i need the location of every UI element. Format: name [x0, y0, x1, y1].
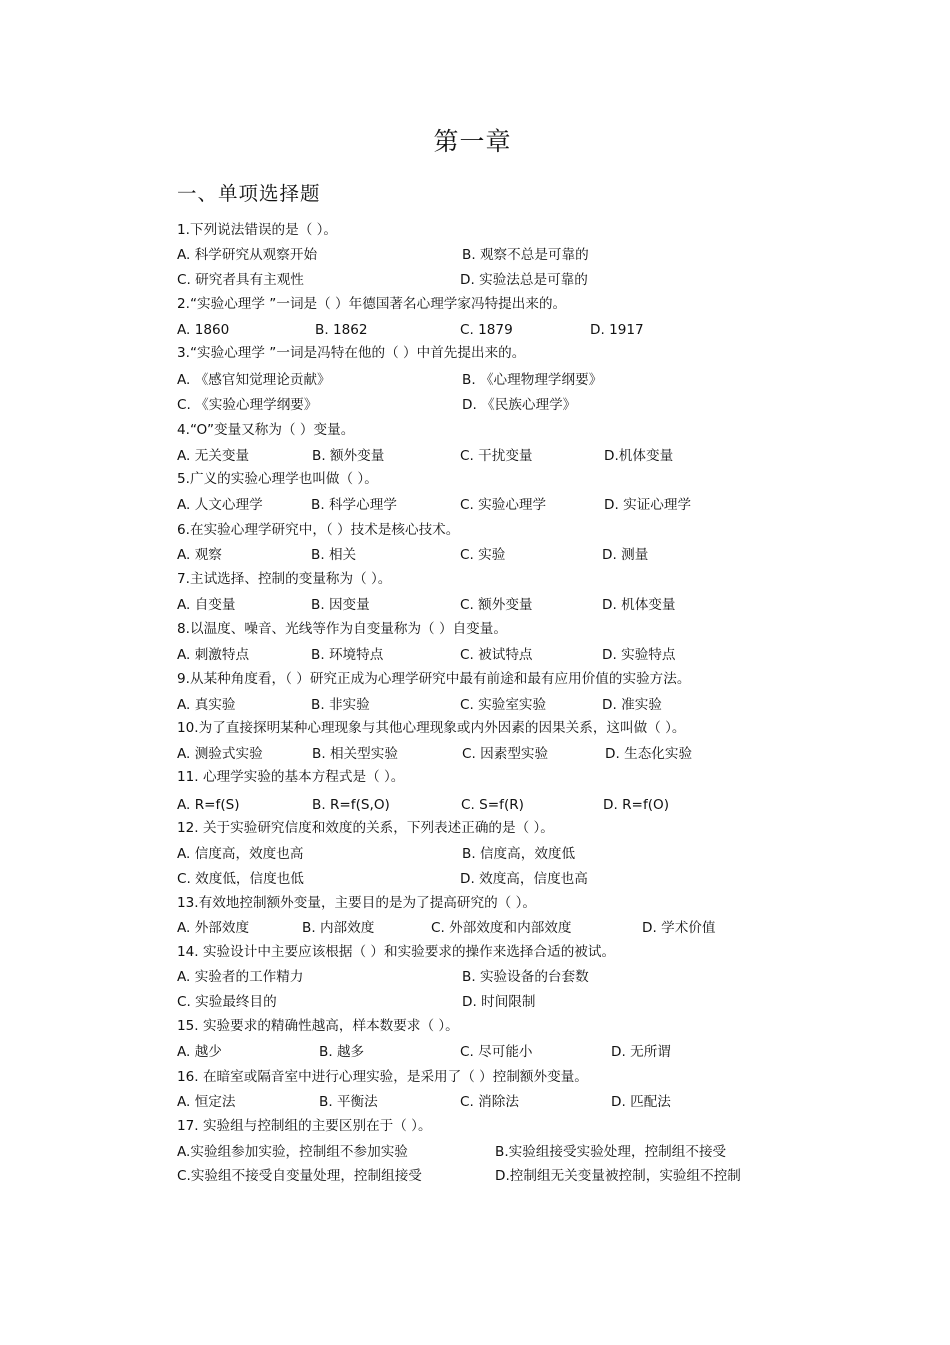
option-c: C. 实验: [460, 547, 506, 563]
option-b: B. 非实验: [311, 697, 370, 713]
option-c: C. 因素型实验: [462, 746, 549, 762]
option-b: B.实验组接受实验处理，控制组不接受: [495, 1144, 727, 1160]
question-stem: 15. 实验要求的精确性越高，样本数要求（ ）。: [177, 1018, 459, 1034]
option-d: D. 测量: [602, 547, 649, 563]
option-c: C.实验组不接受自变量处理，控制组接受: [177, 1168, 422, 1184]
option-b: B. 因变量: [311, 597, 370, 613]
option-a: A. 自变量: [177, 597, 236, 613]
question-stem: 3.“实验心理学 ”一词是冯特在他的（ ）中首先提出来的。: [177, 345, 526, 361]
option-d: D. 机体变量: [602, 597, 676, 613]
option-c: C. 《实验心理学纲要》: [177, 397, 318, 413]
option-d: D. 效度高，信度也高: [460, 871, 588, 887]
option-d: D. 《民族心理学》: [462, 397, 577, 413]
option-b: B. 越多: [319, 1044, 365, 1060]
option-d: D. 实验法总是可靠的: [460, 272, 588, 288]
option-b: B. 内部效度: [302, 920, 375, 936]
option-c: C. 被试特点: [460, 647, 533, 663]
option-b: B. 信度高，效度低: [462, 846, 576, 862]
option-c: C. 外部效度和内部效度: [431, 920, 572, 936]
option-a: A. 《感官知觉理论贡献》: [177, 372, 331, 388]
option-b: B. 1862: [315, 322, 368, 338]
option-d: D. 实证心理学: [604, 497, 692, 513]
option-d: D. 实验特点: [602, 647, 676, 663]
option-b: B. R=f(S,O): [312, 797, 390, 813]
question-stem: 11. 心理学实验的基本方程式是（ ）。: [177, 769, 405, 785]
question-stem: 16. 在暗室或隔音室中进行心理实验，是采用了（ ）控制额外变量。: [177, 1069, 588, 1085]
option-b: B. 额外变量: [312, 448, 385, 464]
question-stem: 2.“实验心理学 ”一词是（ ）年德国著名心理学家冯特提出来的。: [177, 296, 567, 312]
option-c: C. 干扰变量: [460, 448, 533, 464]
option-a: A. 1860: [177, 322, 230, 338]
question-stem: 17. 实验组与控制组的主要区别在于（ ）。: [177, 1118, 432, 1134]
option-d: D. R=f(O): [603, 797, 670, 813]
option-a: A. 人文心理学: [177, 497, 263, 513]
option-d: D.控制组无关变量被控制，实验组不控制: [495, 1168, 741, 1184]
option-d: D. 生态化实验: [605, 746, 693, 762]
option-b: B. 相关: [311, 547, 357, 563]
option-a: A. 观察: [177, 547, 222, 563]
option-a: A. 科学研究从观察开始: [177, 247, 318, 263]
question-stem: 14. 实验设计中主要应该根据（ ）和实验要求的操作来选择合适的被试。: [177, 944, 616, 960]
question-stem: 7.主试选择、控制的变量称为（ ）。: [177, 571, 392, 587]
option-d: D. 准实验: [602, 697, 662, 713]
question-stem: 13.有效地控制额外变量，主要目的是为了提高研究的（ ）。: [177, 895, 536, 911]
question-stem: 12. 关于实验研究信度和效度的关系，下列表述正确的是（ ）。: [177, 820, 554, 836]
option-a: A. 实验者的工作精力: [177, 969, 304, 985]
option-d: D.机体变量: [604, 448, 674, 464]
section-title: 一、单项选择题: [177, 182, 321, 205]
question-stem: 9.从某种角度看，（ ）研究正成为心理学研究中最有前途和最有应用价值的实验方法。: [177, 671, 691, 687]
option-b: B. 平衡法: [319, 1094, 378, 1110]
question-stem: 6.在实验心理学研究中，（ ）技术是核心技术。: [177, 522, 460, 538]
option-a: A. R=f(S): [177, 797, 240, 813]
option-c: C. 额外变量: [460, 597, 533, 613]
option-a: A. 信度高，效度也高: [177, 846, 304, 862]
option-b: B. 相关型实验: [312, 746, 398, 762]
option-d: D. 匹配法: [611, 1094, 671, 1110]
option-d: D. 时间限制: [462, 994, 536, 1010]
option-b: B. 实验设备的台套数: [462, 969, 589, 985]
option-a: A. 真实验: [177, 697, 236, 713]
option-c: C. 实验室实验: [460, 697, 547, 713]
option-a: A. 刺激特点: [177, 647, 250, 663]
option-c: C. 尽可能小: [460, 1044, 533, 1060]
option-c: C. S=f(R): [461, 797, 524, 813]
question-stem: 10.为了直接探明某种心理现象与其他心理现象或内外因素的因果关系，这叫做（ ）。: [177, 720, 686, 736]
question-stem: 1.下列说法错误的是（ ）。: [177, 222, 338, 238]
option-a: A.实验组参加实验，控制组不参加实验: [177, 1144, 408, 1160]
question-stem: 4.“O”变量又称为（ ）变量。: [177, 422, 355, 438]
option-b: B. 环境特点: [311, 647, 384, 663]
option-b: B. 科学心理学: [311, 497, 397, 513]
option-c: C. 消除法: [460, 1094, 519, 1110]
option-a: A. 无关变量: [177, 448, 250, 464]
option-c: C. 研究者具有主观性: [177, 272, 304, 288]
option-a: A. 测验式实验: [177, 746, 263, 762]
option-d: D. 学术价值: [642, 920, 716, 936]
option-d: D. 1917: [590, 322, 644, 338]
question-stem: 8.以温度、噪音、光线等作为自变量称为（ ）自变量。: [177, 621, 507, 637]
option-a: A. 越少: [177, 1044, 222, 1060]
option-a: A. 外部效度: [177, 920, 250, 936]
option-c: C. 实验心理学: [460, 497, 547, 513]
option-b: B. 《心理物理学纲要》: [462, 372, 603, 388]
option-d: D. 无所谓: [611, 1044, 671, 1060]
question-stem: 5.广义的实验心理学也叫做（ ）。: [177, 471, 378, 487]
option-c: C. 1879: [460, 322, 513, 338]
option-a: A. 恒定法: [177, 1094, 236, 1110]
option-b: B. 观察不总是可靠的: [462, 247, 589, 263]
chapter-title: 第一章: [433, 127, 512, 156]
option-c: C. 实验最终目的: [177, 994, 277, 1010]
option-c: C. 效度低，信度也低: [177, 871, 304, 887]
